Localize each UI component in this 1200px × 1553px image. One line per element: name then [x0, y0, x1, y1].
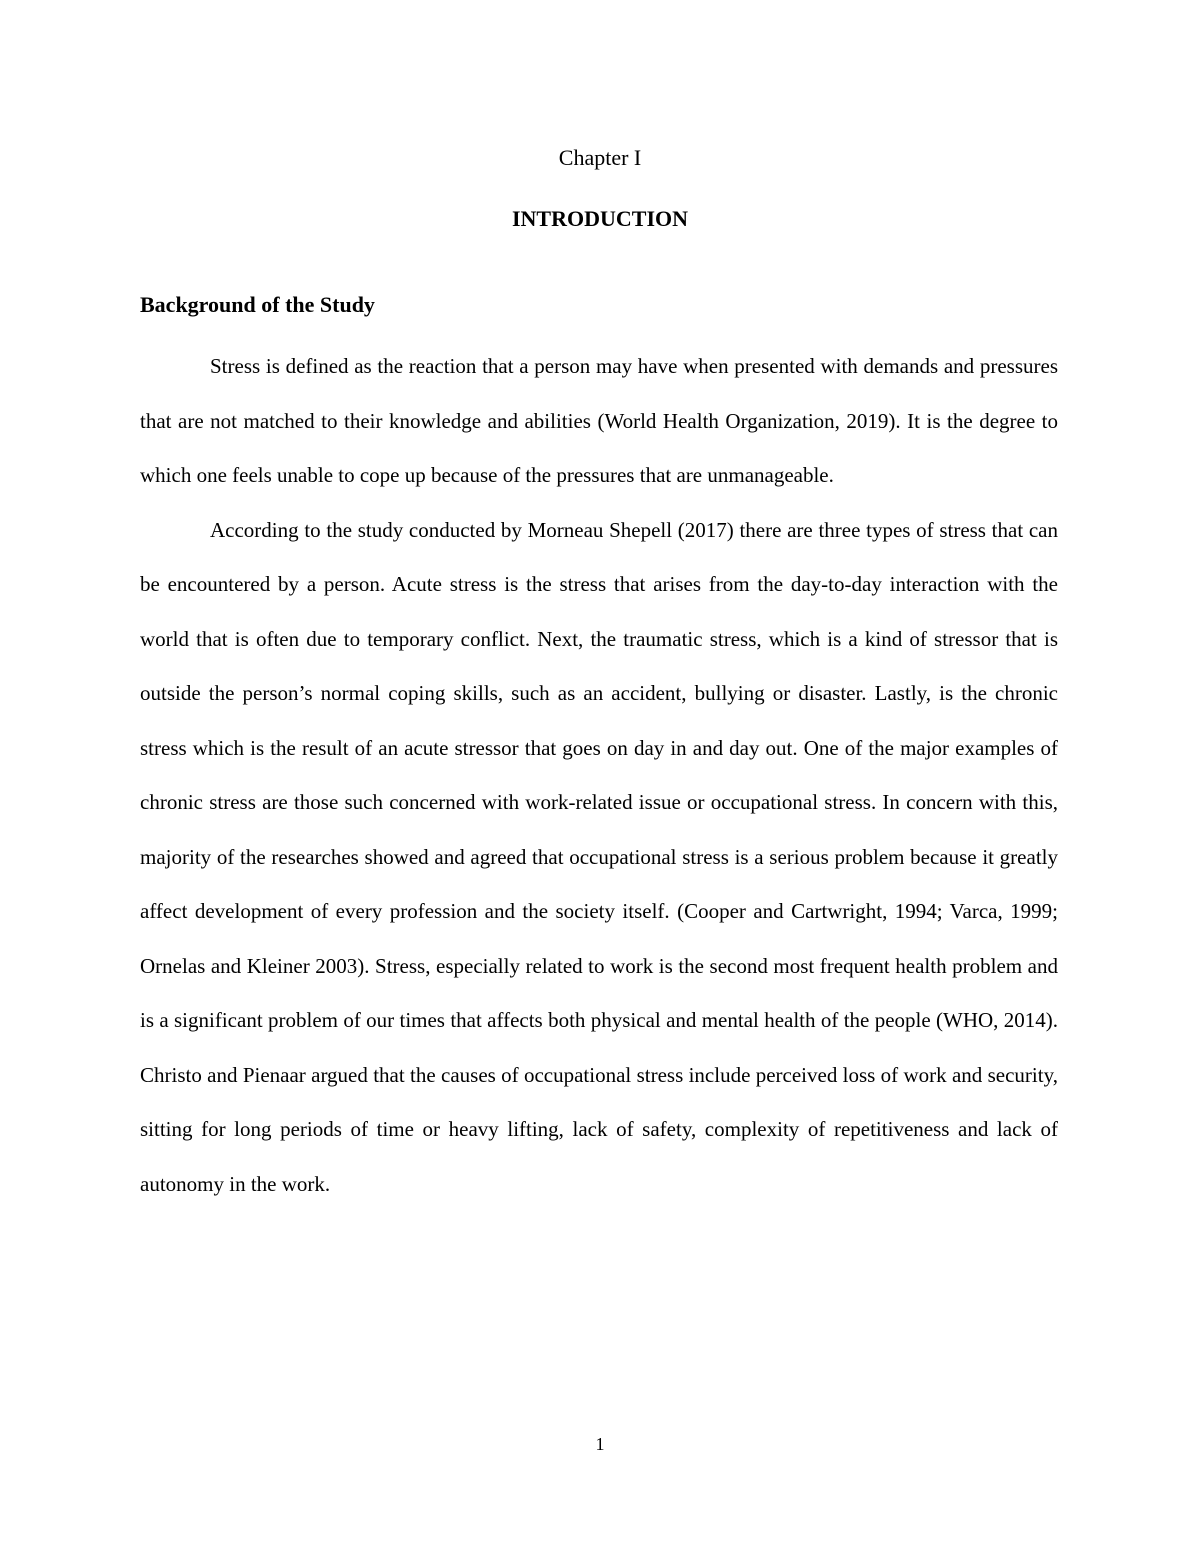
paragraph: Stress is defined as the reaction that a person may have when presented with demands and pressures that are not matched to their knowledge and abilities (World Health Organization, 2019). It is the degree to which one feels unable to cope up because of the pressures that are unmanageable.	[140, 354, 1058, 487]
chapter-title: INTRODUCTION	[511, 206, 689, 231]
page-number: 1	[595, 1434, 605, 1454]
chapter-label: Chapter I	[558, 145, 642, 170]
body-text	[140, 339, 1058, 1211]
paragraph: According to the study conducted by Morneau Shepell (2017) there are three types of stress that can be encountered by a person. Acute stress is the stress that arises from the day-to-day interaction with the world that is often due to temporary conflict. Next, the traumatic stress, which is a kind of stressor that is outside the person’s normal coping skills, such as an accident, bullying or disaster. Lastly, is the chronic stress which is the result of an acute stressor that goes on day in and day out. One of the major examples of chronic stress are those such concerned with work-related issue or occupational stress. In concern with this, majority of the researches showed and agreed that occupational stress is a serious problem because it greatly affect development of every profession and the society itself. (Cooper and Cartwright, 1994; Varca, 1999; Ornelas and Kleiner 2003). Stress, especially related to work is the second most frequent health problem and is a significant problem of our times that affects both physical and mental health of the people (WHO, 2014). Christo and Pienaar argued that the causes of occupational stress include perceived loss of work and security, sitting for long periods of time or heavy lifting, lack of safety, complexity of repetitiveness and lack of autonomy in the work.	[140, 517, 1058, 1196]
section-heading: Background of the Study	[140, 292, 375, 317]
